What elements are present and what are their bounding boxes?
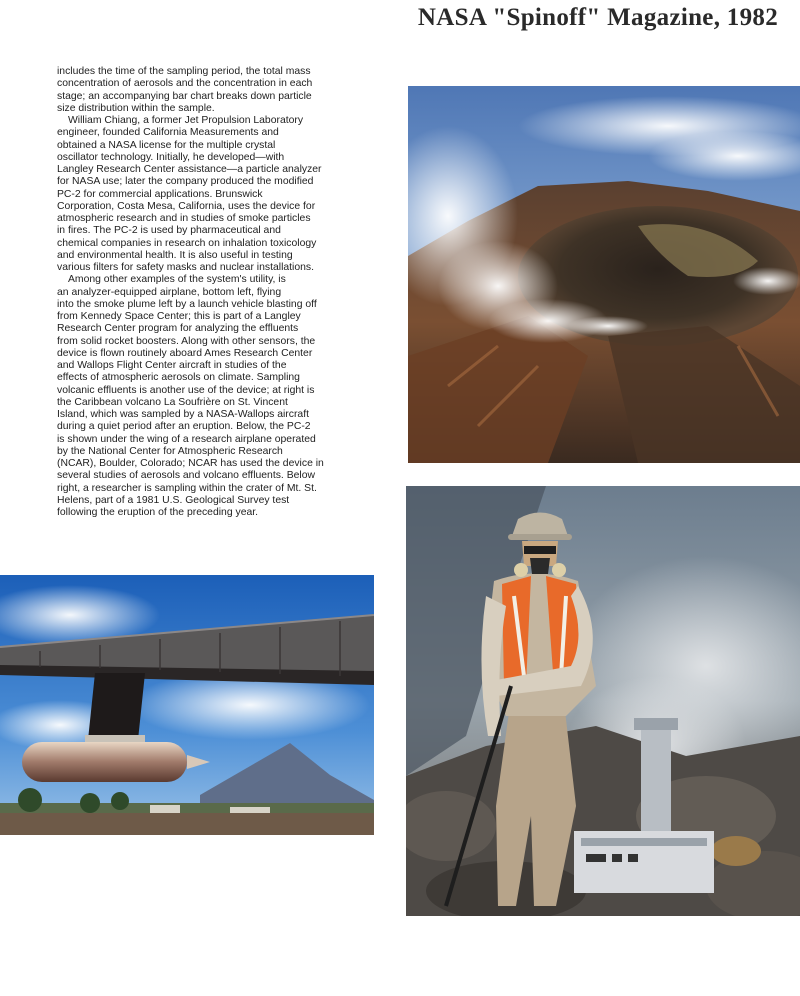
text-line: engineer, founded California Measurements and: [57, 127, 279, 139]
text-line: volcanic effluents is another use of the device; at right is: [57, 384, 315, 396]
text-line: effects of atmospheric aerosols on climate. Sampling: [57, 372, 300, 384]
text-line: right, a researcher is sampling within the crater of Mt. St.: [57, 482, 317, 494]
airplane-wing-photo: [0, 575, 374, 835]
text-line: several studies of aerosols and volcano effluents. Below: [57, 470, 315, 482]
text-line: Langley Research Center assistance—a particle analyzer: [57, 164, 322, 175]
text-line: stage; an accompanying bar chart breaks down particle: [57, 90, 312, 102]
text-line: Among other examples of the system's utility, is: [68, 274, 286, 286]
text-line: during a quiet period after an eruption. Below, the PC-2: [57, 421, 311, 433]
text-line: William Chiang, a former Jet Propulsion Laboratory: [68, 115, 304, 126]
text-line: Research Center program for analyzing the effluents: [57, 323, 299, 335]
text-line: various filters for safety masks and nuclear installations.: [57, 262, 314, 273]
text-line: an analyzer-equipped airplane, bottom left, flying: [57, 286, 282, 298]
article-paragraph: [57, 274, 382, 519]
text-line: (NCAR), Boulder, Colorado; NCAR has used the device in: [57, 458, 324, 469]
text-line: PC-2 for commercial applications. Brunswick: [57, 188, 263, 200]
text-line: following the eruption of the preceding year.: [57, 507, 259, 518]
text-line: and environmental health. It is also useful in testing: [57, 249, 293, 261]
article-text: [57, 66, 382, 519]
text-line: in fires. The PC-2 is used by pharmaceutical and: [57, 225, 281, 237]
text-line: device is flown routinely aboard Ames Research Center: [57, 347, 313, 359]
text-line: chemical companies in research on inhalation toxicology: [57, 237, 317, 249]
researcher-photo: [406, 486, 800, 916]
article-paragraph: [57, 66, 382, 115]
text-line: atmospheric research and in studies of smoke particles: [57, 213, 311, 224]
text-line: size distribution within the sample.: [57, 102, 215, 114]
text-line: by the National Center for Atmospheric Research: [57, 445, 283, 457]
text-line: the Caribbean volcano La Soufrière on St. Vincent: [57, 396, 288, 408]
text-line: for NASA use; later the company produced the modified: [57, 176, 314, 188]
text-line: Helens, part of a 1981 U.S. Geological Survey test: [57, 494, 290, 506]
text-line: and Wallops Flight Center aircraft in studies of the: [57, 360, 287, 371]
text-line: oscillator technology. Initially, he developed—with: [57, 151, 285, 163]
text-line: Corporation, Costa Mesa, California, uses the device for: [57, 200, 316, 212]
text-line: from Kennedy Space Center; this is part of a Langley: [57, 311, 301, 322]
text-line: concentration of aerosols and the concentration in each: [57, 78, 313, 90]
page-title: NASA "Spinoff" Magazine, 1982: [417, 4, 778, 31]
text-line: is shown under the wing of a research airplane operated: [57, 433, 316, 445]
volcano-crater-photo: [408, 86, 800, 463]
text-line: includes the time of the sampling period, the total mass: [57, 66, 311, 77]
text-line: into the smoke plume left by a launch vehicle blasting off: [57, 298, 317, 310]
text-line: Island, which was sampled by a NASA-Wallops aircraft: [57, 409, 309, 420]
text-line: from solid rocket boosters. Along with other sensors, the: [57, 335, 316, 347]
article-paragraph: [57, 115, 382, 274]
text-line: obtained a NASA license for the multiple crystal: [57, 139, 276, 151]
